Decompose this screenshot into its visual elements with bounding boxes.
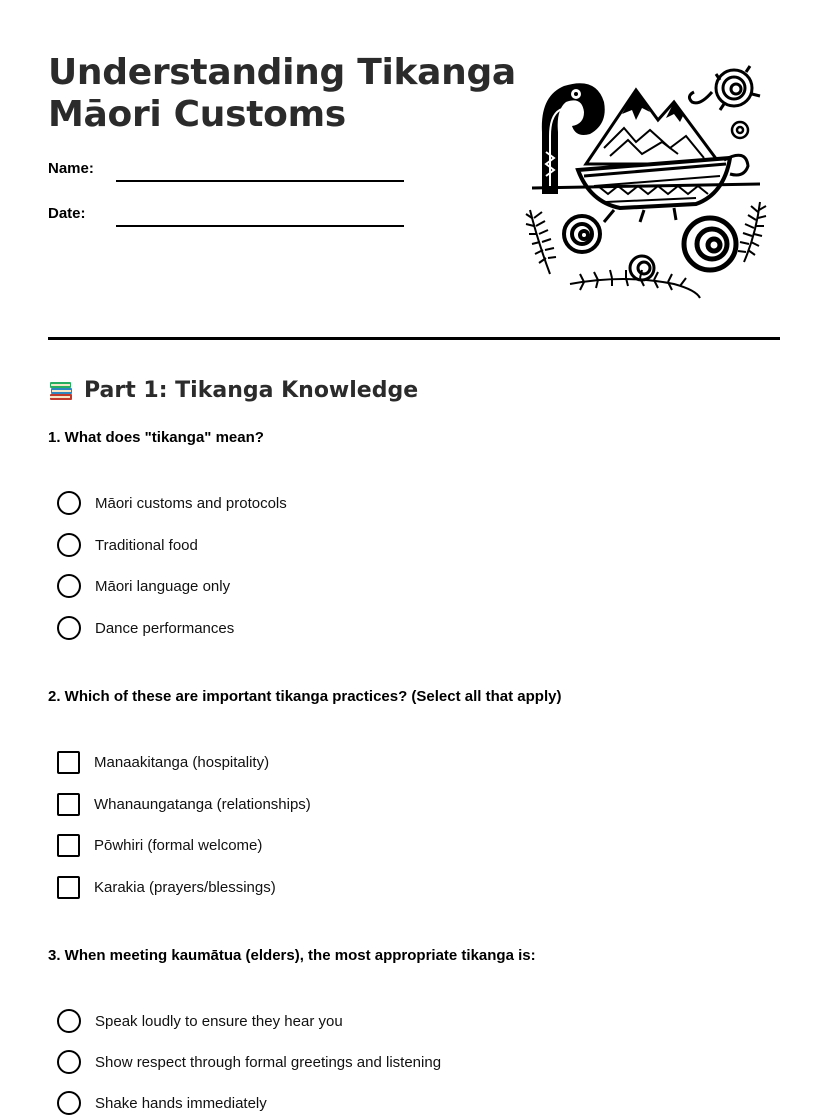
option-label: Show respect through formal greetings and listening: [95, 1053, 442, 1071]
option-label: Pōwhiri (formal welcome): [94, 836, 263, 854]
name-write-line[interactable]: [116, 180, 404, 182]
option-label: Shake hands immediately: [95, 1094, 267, 1112]
fern-right: [738, 202, 766, 262]
q1-option-4[interactable]: [57, 615, 234, 641]
section-divider: [48, 337, 780, 340]
checkbox[interactable]: [57, 793, 80, 816]
radio-button[interactable]: [57, 1091, 81, 1115]
koru-spiral-small: [732, 122, 748, 138]
title-line-1: Understanding Tikanga: [48, 52, 516, 93]
q2-option-3[interactable]: [57, 832, 262, 858]
part1-title: Part 1: Tikanga Knowledge: [84, 377, 419, 403]
date-label: Date:: [48, 205, 86, 222]
fern-left: [526, 210, 556, 274]
q3-option-3[interactable]: [57, 1090, 267, 1116]
radio-button[interactable]: [57, 533, 81, 557]
option-label: Māori customs and protocols: [95, 494, 287, 512]
option-label: Traditional food: [95, 536, 198, 554]
option-label: Karakia (prayers/blessings): [94, 878, 276, 896]
date-field: [48, 205, 408, 229]
q1-option-3[interactable]: [57, 573, 230, 599]
q2-option-2[interactable]: [57, 791, 311, 817]
checkbox[interactable]: [57, 834, 80, 857]
fern-bottom: [570, 270, 700, 298]
option-label: Manaakitanga (hospitality): [94, 753, 270, 771]
radio-button[interactable]: [57, 616, 81, 640]
question-1-text: 1. What does "tikanga" mean?: [48, 429, 264, 446]
option-label: Māori language only: [95, 577, 231, 595]
koru-spiral-left: [564, 216, 600, 252]
radio-button[interactable]: [57, 1009, 81, 1033]
q1-option-1[interactable]: [57, 490, 287, 516]
radio-button[interactable]: [57, 574, 81, 598]
radio-button[interactable]: [57, 491, 81, 515]
question-3-text: 3. When meeting kaumātua (elders), the most appropriate tikanga is:: [48, 947, 536, 964]
option-label: Whanaungatanga (relationships): [94, 795, 311, 813]
q3-option-2[interactable]: [57, 1049, 441, 1075]
koru-spiral-right: [684, 218, 736, 270]
q1-option-2[interactable]: [57, 532, 198, 558]
part1-heading: [48, 375, 418, 405]
title-line-2: Māori Customs: [48, 94, 346, 135]
option-label: Speak loudly to ensure they hear you: [95, 1012, 343, 1030]
q2-option-1[interactable]: [57, 749, 269, 775]
koru-spiral-top-right: [689, 70, 752, 106]
maori-waka-mountain-illustration: [524, 62, 770, 302]
books-icon: [48, 377, 74, 403]
checkbox[interactable]: [57, 751, 80, 774]
checkbox[interactable]: [57, 876, 80, 899]
q3-option-1[interactable]: [57, 1008, 343, 1034]
option-label: Dance performances: [95, 619, 235, 637]
worksheet-title: [48, 52, 518, 136]
date-write-line[interactable]: [116, 225, 404, 227]
q2-option-4[interactable]: [57, 874, 276, 900]
name-field: [48, 160, 408, 184]
question-2-text: 2. Which of these are important tikanga practices? (Select all that apply): [48, 688, 562, 705]
radio-button[interactable]: [57, 1050, 81, 1074]
name-label: Name:: [48, 160, 94, 177]
koru-spiral-bottom: [630, 256, 654, 280]
